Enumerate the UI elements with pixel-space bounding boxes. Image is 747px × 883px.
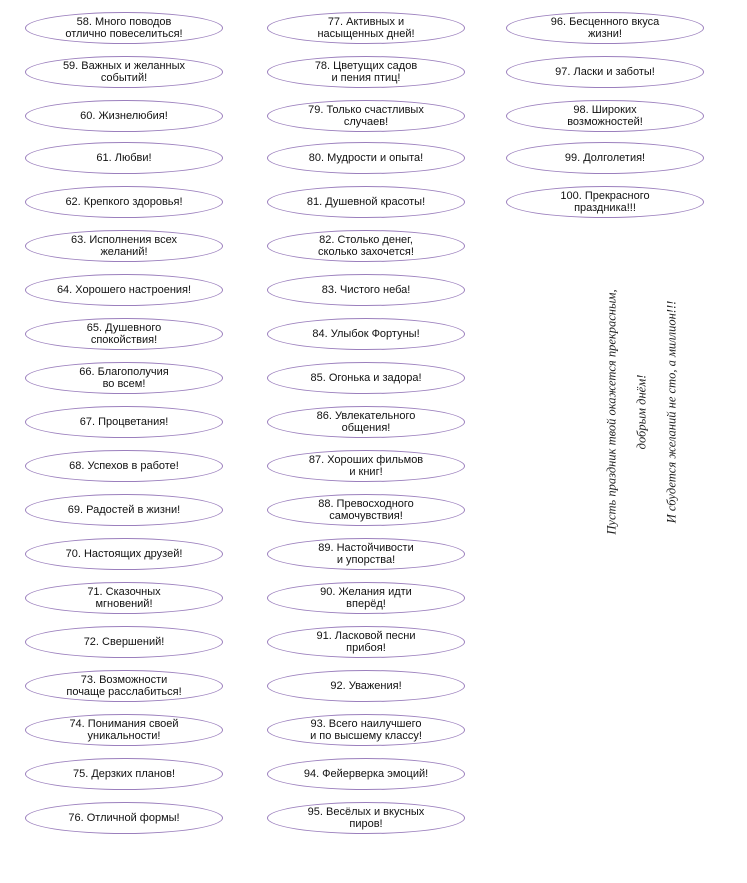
wish-text: 84. Улыбок Фортуны! [312, 328, 420, 340]
wish-oval [25, 274, 223, 306]
wish-text: 72. Свершений! [83, 636, 165, 648]
wish-oval [267, 714, 465, 746]
wish-text: 75. Дерзких планов! [72, 768, 176, 780]
wish-text: 85. Огонька и задора! [310, 372, 422, 384]
wish-text: 92. Уважения! [330, 680, 402, 692]
wish-oval [267, 100, 465, 132]
wish-text: 59. Важных и желанных событий! [62, 60, 186, 84]
wish-text: 63. Исполнения всех желаний! [70, 234, 178, 258]
wish-text: 91. Ласковой песни прибоя! [316, 630, 416, 654]
wish-oval [25, 582, 223, 614]
wish-text: 68. Успехов в работе! [69, 460, 179, 472]
wish-text: 65. Душевного спокойствия! [86, 322, 162, 346]
wish-text: 71. Сказочных мгновений! [87, 586, 161, 610]
wish-text: 98. Широких возможностей! [567, 104, 643, 128]
wish-oval [25, 538, 223, 570]
wish-text: 61. Любви! [96, 152, 152, 164]
wish-text: 95. Весёлых и вкусных пиров! [307, 806, 425, 830]
wish-oval [506, 56, 704, 88]
wish-oval [506, 186, 704, 218]
wish-oval [25, 142, 223, 174]
wish-oval [267, 142, 465, 174]
wish-text: 82. Столько денег, сколько захочется! [318, 234, 414, 258]
wish-text: 87. Хороших фильмов и книг! [308, 454, 424, 478]
wish-text: 67. Процветания! [79, 416, 169, 428]
wish-oval [25, 670, 223, 702]
wish-text: 86. Увлекательного общения! [316, 410, 416, 434]
wish-oval [267, 230, 465, 262]
wish-oval [25, 494, 223, 526]
wish-text: 62. Крепкого здоровья! [65, 196, 183, 208]
wish-text: 69. Радостей в жизни! [67, 504, 181, 516]
wish-text: 90. Желания идти вперёд! [320, 586, 412, 610]
wish-oval [267, 406, 465, 438]
wish-oval [25, 450, 223, 482]
wish-oval [25, 362, 223, 394]
wish-oval [25, 56, 223, 88]
wish-oval [25, 100, 223, 132]
wishes-column-2 [267, 0, 467, 883]
wish-oval [25, 626, 223, 658]
wish-text: 66. Благополучия во всем! [79, 366, 169, 390]
wish-oval [267, 802, 465, 834]
closing-verse-line-1: Пусть праздник твой окажется прекрасным, [604, 289, 619, 535]
wish-oval [25, 186, 223, 218]
wish-text: 89. Настойчивости и упорства! [318, 542, 414, 566]
wish-oval [25, 318, 223, 350]
wish-oval [25, 802, 223, 834]
wish-oval [25, 406, 223, 438]
wishes-column-1 [25, 0, 225, 883]
closing-verse-line-2: добрым днём! [634, 374, 649, 450]
wish-oval [506, 142, 704, 174]
wish-text: 88. Превосходного самочувствия! [318, 498, 414, 522]
wish-oval [267, 274, 465, 306]
wish-oval [267, 582, 465, 614]
wish-text: 60. Жизнелюбия! [80, 110, 168, 122]
wish-text: 81. Душевной красоты! [306, 196, 426, 208]
wish-text: 79. Только счастливых случаев! [308, 104, 424, 128]
wish-oval [267, 56, 465, 88]
wish-text: 99. Долголетия! [564, 152, 646, 164]
wish-text: 74. Понимания своей уникальности! [69, 718, 179, 742]
wish-text: 73. Возможности почаще расслабиться! [66, 674, 182, 698]
wish-oval [267, 318, 465, 350]
wish-text: 78. Цветущих садов и пения птиц! [314, 60, 418, 84]
wish-oval [267, 186, 465, 218]
wish-text: 80. Мудрости и опыта! [308, 152, 424, 164]
wish-oval [267, 670, 465, 702]
wish-oval [267, 626, 465, 658]
wish-text: 58. Много поводов отлично повеселиться! [65, 16, 183, 40]
wish-text: 77. Активных и насыщенных дней! [317, 16, 415, 40]
wish-oval [267, 494, 465, 526]
wish-oval [267, 12, 465, 44]
wish-oval [506, 100, 704, 132]
wish-text: 83. Чистого неба! [321, 284, 411, 296]
wish-oval [25, 12, 223, 44]
wish-text: 97. Ласки и заботы! [555, 66, 655, 78]
wish-text: 94. Фейерверка эмоций! [303, 768, 429, 780]
wish-oval [267, 758, 465, 790]
wish-oval [267, 362, 465, 394]
closing-verse-line-3: И сбудется желаний не сто, а миллион!!! [664, 300, 679, 524]
wish-text: 76. Отличной формы! [68, 812, 180, 824]
wish-text: 96. Бесценного вкуса жизни! [550, 16, 660, 40]
wish-text: 93. Всего наилучшего и по высшему классу! [310, 718, 422, 742]
wish-oval [267, 450, 465, 482]
wish-text: 64. Хорошего настроения! [56, 284, 192, 296]
wish-text: 100. Прекрасного праздника!!! [560, 190, 650, 214]
wish-text: 70. Настоящих друзей! [65, 548, 183, 560]
wish-oval [25, 230, 223, 262]
wish-oval [25, 714, 223, 746]
closing-verse [590, 242, 695, 582]
wish-oval [267, 538, 465, 570]
wish-oval [506, 12, 704, 44]
wish-oval [25, 758, 223, 790]
